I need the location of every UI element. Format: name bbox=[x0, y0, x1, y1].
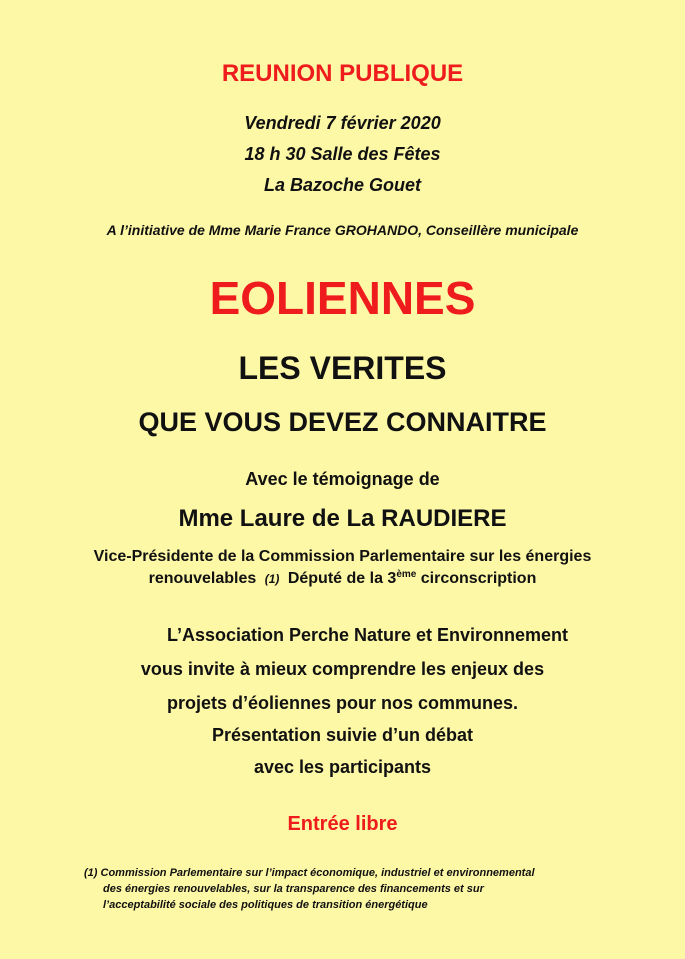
footnote-ref: (1) bbox=[264, 572, 280, 586]
testimony-intro: Avec le témoignage de bbox=[245, 469, 440, 489]
speaker-name: Mme Laure de La RAUDIERE bbox=[178, 505, 507, 532]
footnote-line-2: des énergies renouvelables, sur la transparence des financements et sur bbox=[103, 883, 484, 895]
footnote-line-1: (1) Commission Parlementaire sur l’impact économique, industriel et environnemental bbox=[84, 867, 535, 879]
event-date: Vendredi 7 février 2020 bbox=[244, 113, 441, 133]
role-text-b: Député de la 3 bbox=[287, 570, 397, 587]
role-text-c: circonscription bbox=[416, 570, 537, 587]
subheadline-1: LES VERITES bbox=[238, 350, 447, 386]
event-time-place: 18 h 30 Salle des Fêtes bbox=[244, 144, 441, 164]
entry-notice: Entrée libre bbox=[287, 813, 398, 835]
invitation-line-2: vous invite à mieux comprendre les enjeux des bbox=[140, 659, 545, 679]
role-text-a: renouvelables bbox=[148, 570, 257, 587]
subheadline-2: QUE VOUS DEVEZ CONNAITRE bbox=[138, 407, 547, 437]
headline: EOLIENNES bbox=[209, 272, 476, 324]
footnote-line-3: l’acceptabilité sociale des politiques de transition énergétique bbox=[103, 899, 428, 911]
event-town: La Bazoche Gouet bbox=[263, 175, 422, 195]
invitation-line-5: avec les participants bbox=[253, 757, 432, 777]
invitation-line-1: L’Association Perche Nature et Environnement bbox=[166, 625, 569, 645]
invitation-line-4: Présentation suivie d’un débat bbox=[211, 725, 474, 745]
invitation-line-3: projets d’éoliennes pour nos communes. bbox=[166, 693, 519, 713]
initiative-line: A l’initiative de Mme Marie France GROHANDO, Conseillère municipale bbox=[106, 222, 579, 238]
meeting-title: REUNION PUBLIQUE bbox=[221, 60, 464, 87]
speaker-role-line-2 bbox=[0, 569, 685, 588]
speaker-role-line-1: Vice-Présidente de la Commission Parlementaire sur les énergies bbox=[93, 548, 592, 565]
role-sup: ème bbox=[396, 569, 417, 580]
